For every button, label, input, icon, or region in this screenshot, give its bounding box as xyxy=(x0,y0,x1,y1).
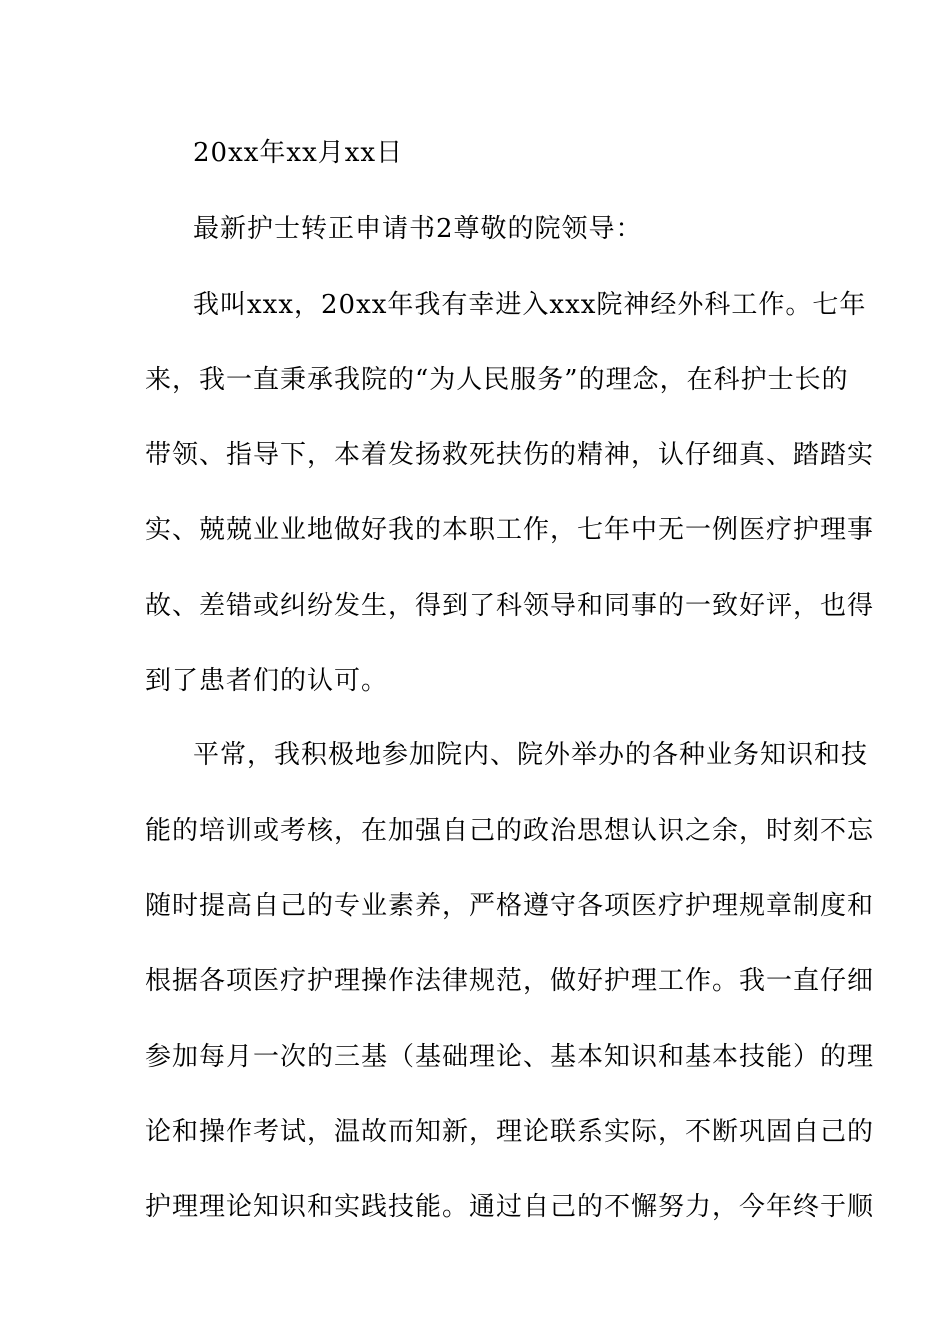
paragraph-line: 根据各项医疗护理操作法律规范，做好护理工作。我一直仔细 xyxy=(145,966,875,996)
heading-line: 最新护士转正申请书2尊敬的院领导： xyxy=(193,214,643,244)
paragraph-line: 参加每月一次的三基（基础理论、基本知识和基本技能）的理 xyxy=(145,1042,875,1072)
paragraph-line: 能的培训或考核，在加强自己的政治思想认识之余，时刻不忘 xyxy=(145,816,875,846)
paragraph-line: 来，我一直秉承我院的“为人民服务”的理念，在科护士长的 xyxy=(145,365,849,395)
paragraph-line: 到了患者们的认可。 xyxy=(145,666,389,696)
paragraph-line: 随时提高自己的专业素养，严格遵守各项医疗护理规章制度和 xyxy=(145,891,875,921)
paragraph-line: 论和操作考试，温故而知新，理论联系实际，不断巩固自己的 xyxy=(145,1117,875,1147)
paragraph-line: 护理理论知识和实践技能。通过自己的不懈努力，今年终于顺 xyxy=(145,1192,875,1222)
paragraph-line: 带领、指导下，本着发扬救死扶伤的精神，认仔细真、踏踏实 xyxy=(145,440,875,470)
paragraph-line: 故、差错或纠纷发生，得到了科领导和同事的一致好评，也得 xyxy=(145,591,875,621)
date-line: 20xx年xx月xx日 xyxy=(193,138,404,168)
paragraph-line: 平常，我积极地参加院内、院外举办的各种业务知识和技 xyxy=(193,740,869,770)
paragraph-line: 实、兢兢业业地做好我的本职工作，七年中无一例医疗护理事 xyxy=(145,515,875,545)
paragraph-line: 我叫xxx，20xx年我有幸进入xxx院神经外科工作。七年 xyxy=(193,290,867,320)
